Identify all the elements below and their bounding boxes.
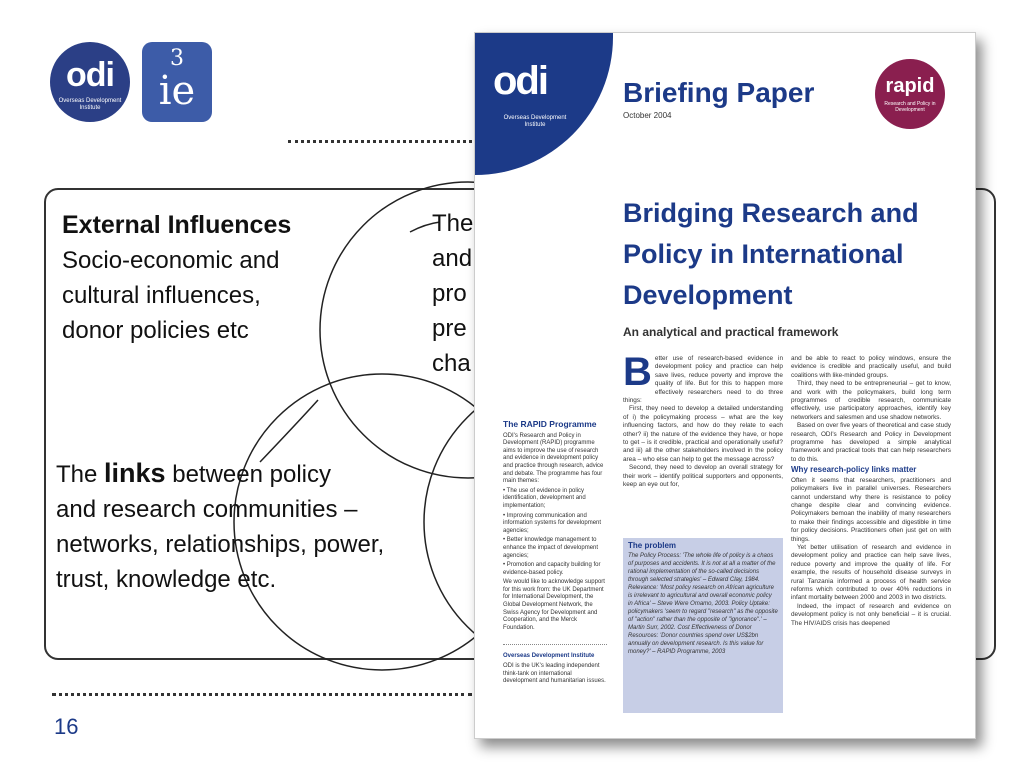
page-number: 16	[54, 714, 79, 739]
political-context-line: cha	[432, 350, 471, 377]
problem-box	[623, 538, 783, 713]
paper-sidebar	[503, 421, 607, 688]
column2-paragraph: Often it seems that researchers, practitioners and policymakers live in parallel universes. Researchers cannot understand why there is resistance to policy change despite clear and convincing evidence. Policymakers bemoan the inability of many researchers to make their findings accessible and digestible in time for policy decisions. Practitioners often just get on with things.	[791, 476, 951, 543]
rapid-logo-caption: Research and Policy in Development	[884, 101, 936, 113]
links-first-line	[56, 456, 384, 492]
rapid-logo-mark: rapid	[885, 75, 935, 97]
paper-date: October 2004	[623, 111, 672, 120]
sidebar-bullet: • Promotion and capacity building for evidence-based policy.	[503, 562, 601, 576]
external-influences-line: donor policies etc	[62, 317, 249, 344]
political-context-line: pro	[432, 280, 467, 307]
sidebar-bullet: • The use of evidence in policy identification, development and implementation;	[503, 487, 586, 509]
political-context-line: and	[432, 245, 473, 272]
paper-odi-caption: Overseas Development Institute	[503, 115, 567, 128]
links-text	[56, 456, 384, 597]
paper-series-title: Briefing Paper	[623, 77, 815, 108]
paper-title: Bridging Research and Policy in International Development	[623, 198, 919, 310]
column1-paragraph: Second, they need to develop an overall strategy for their work – identify political supporters and opponents, keep an eye out for,	[623, 464, 783, 489]
links-prefix: The	[56, 461, 105, 488]
column1-paragraph: etter use of research-based evidence in development policy and practice can help save lives, reduce poverty and improve the quality of life. But for this to happen more effectively researchers need to do three things:	[623, 355, 783, 405]
sidebar-institute-heading: Overseas Development Institute	[503, 653, 595, 660]
column2-paragraph: and be able to react to policy windows, ensure the evidence is credible and practically useful, and build coalitions with like-minded groups.	[791, 355, 951, 379]
political-context	[432, 206, 473, 381]
external-influences-line: cultural influences,	[62, 282, 261, 309]
external-influences	[62, 208, 291, 348]
links-line: trust, knowledge etc.	[56, 566, 277, 593]
odi-logo-mark: odi	[66, 56, 114, 94]
links-line: networks, relationships, power,	[56, 531, 385, 558]
column2-paragraph: Yet better utilisation of research and evidence in development policy and practice can help save lives, reduce poverty and improve the quality of life. For example, the results of household disease surveys in rural Tanzania informed a process of health service reforms which contributed to over 40% reductions in infant mortality between 2000 and 2003 in two districts.	[791, 543, 951, 602]
column2-heading: Why research-policy links matter	[791, 465, 917, 475]
column2-paragraph: Indeed, the impact of research and evidence on development policy is not only beneficial – it is crucial. The HIV/AIDS crisis has deepened	[791, 602, 951, 627]
problem-text: The Policy Process: 'The whole life of policy is a chaos of purposes and accidents. It is not at all a matter of the rational implementation of the so-called decisions through selected strategies' – Edward Clay, 1984. Relevance: 'Most policy research on African agriculture is irrelevant to agricultural and overall economic policy in Africa' – Steve Were Omamo, 2003. Policy Uptake: policymakers 'seem to regard "research" as the opposite of "action" rather than the opposite of "ignorance".' – Martin Surr, 2002. Cost Effectiveness of Donor Resources: 'Donor countries spend over US$2bn annually on development research. Is this value for money?' – RAPID Programme, 2003	[628, 553, 778, 655]
external-influences-title: External Influences	[62, 211, 292, 239]
paper-column-1	[623, 350, 783, 490]
sidebar-ack: We would like to acknowledge support for this work from: the UK Department for International Development, the Global Development Network, the Swiss Agency for Development and Cooperation, and the Merck Foundation.	[503, 579, 605, 631]
political-context-line: The	[432, 210, 474, 237]
sidebar-bullet: • Better knowledge management to enhance the impact of development agencies;	[503, 537, 599, 559]
drop-cap: B	[623, 350, 652, 394]
links-keyword: links	[104, 458, 166, 488]
column2-paragraph: Based on over five years of theoretical and case study research, ODI's Research and Policy in Development programme has developed a simple analytical framework and practical tools that can help researchers to do this.	[791, 422, 951, 463]
sidebar-heading: The RAPID Programme	[503, 419, 597, 429]
rapid-logo	[875, 59, 945, 129]
sidebar-bullet: • Improving communication and information systems for development agencies;	[503, 512, 602, 534]
column2-paragraph: Third, they need to be entrepreneurial – get to know, and work with the policymakers, build long term programmes of credible research, communicate effectively, use participatory approaches, identify key networkers and salesmen and use shadow networks.	[791, 380, 951, 421]
briefing-paper	[474, 32, 976, 739]
sidebar-institute-text: ODI is the UK's leading independent think-tank on international development and humanitarian issues.	[503, 663, 606, 685]
political-context-line: pre	[432, 315, 467, 342]
links-line: and research communities –	[56, 496, 358, 523]
problem-heading: The problem	[628, 541, 677, 550]
paper-column-2	[791, 355, 951, 628]
pointer-line-links	[260, 400, 318, 462]
odi-logo-caption: Overseas Development Institute	[58, 98, 122, 111]
column1-paragraph: First, they need to develop a detailed understanding of i) the policymaking process – what are the key influencing factors, and how do they relate to each other? ii) the nature of the evidence they have, or hope to get – is it credible, practical and operationally useful? and iii) all the other stakeholders involved in the policy area – who else can help to get the message across?	[623, 405, 783, 463]
external-influences-line: Socio-economic and	[62, 247, 280, 274]
3ie-logo-mark: ie	[158, 68, 196, 114]
sidebar-intro: ODI's Research and Policy in Development (RAPID) programme aims to improve the use of research and evidence in development policy and practice through research, advice and debate. The programme has four main themes:	[503, 432, 604, 485]
paper-subtitle: An analytical and practical framework	[623, 325, 839, 339]
paper-corner-band	[475, 33, 613, 175]
3ie-logo-superscript: 3	[170, 46, 184, 71]
paper-odi-logo: odi	[493, 59, 547, 103]
sidebar-separator	[503, 644, 607, 645]
links-line1-rest: between policy	[165, 461, 331, 488]
